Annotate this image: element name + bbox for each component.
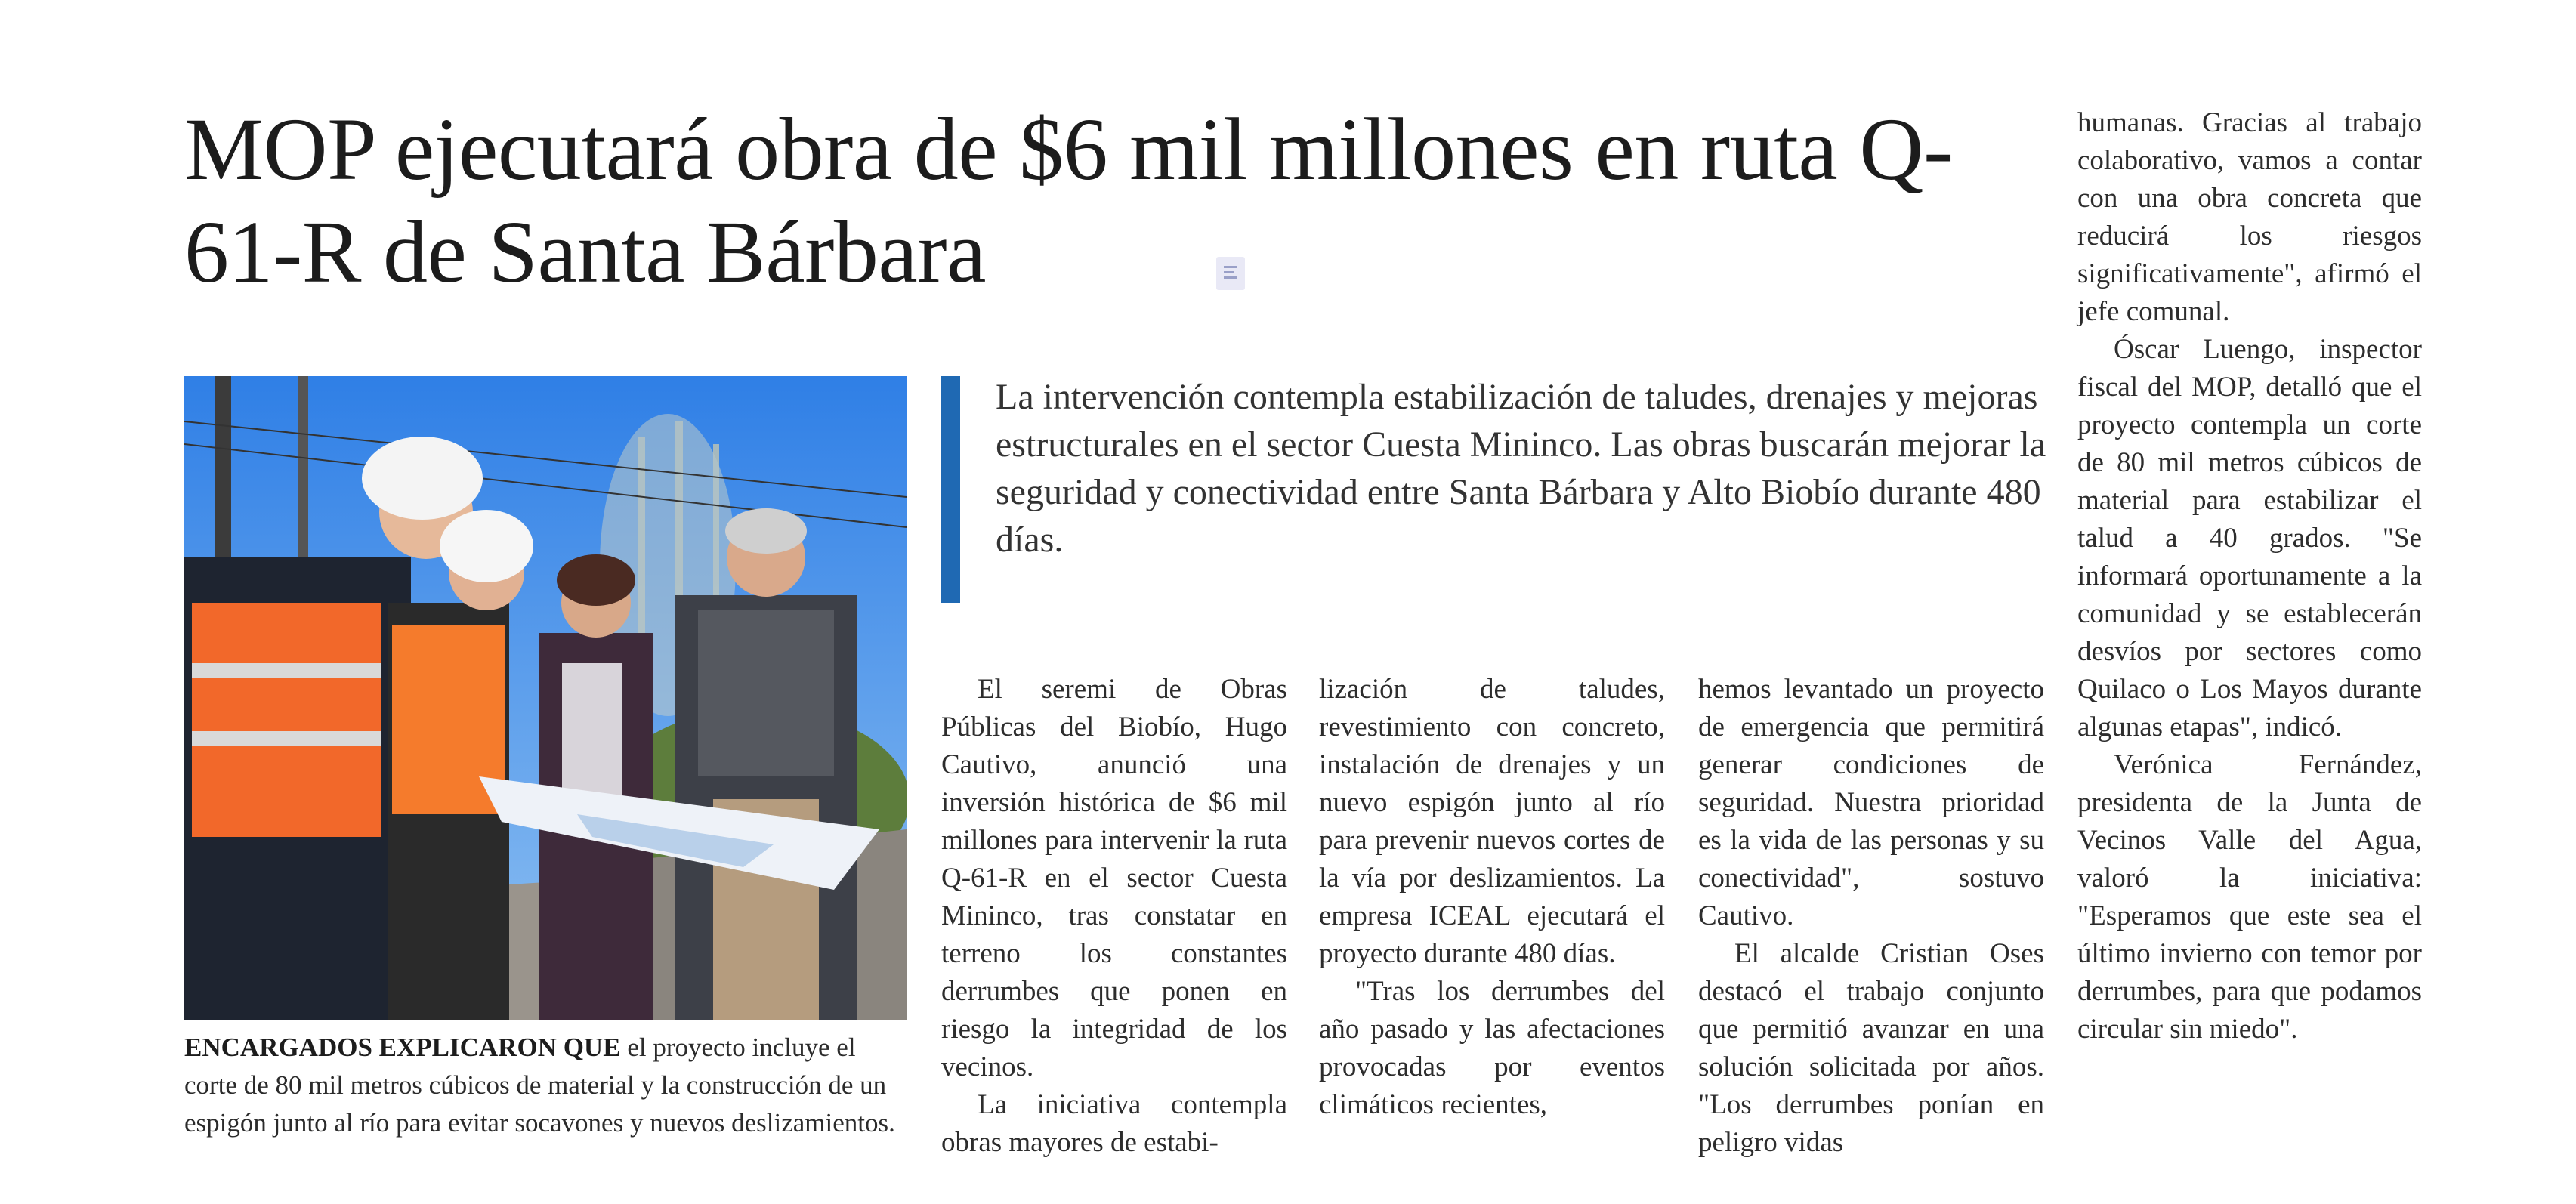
article-photo <box>184 376 907 1020</box>
paragraph: hemos levantado un proyecto de emergencia que permitirá generar condiciones de seguridad. Nuestra prioridad es la vida de las personas y su conectividad", sostuvo Cautivo. <box>1698 674 2044 931</box>
body-column-1 <box>941 671 1287 1162</box>
paragraph: Verónica Fernández, presidenta de la Junta de Vecinos Valle del Agua, valoró la iniciativa: "Esperamos que este sea el último invierno con temor por derrumbes, para que podamos circular sin miedo". <box>2077 749 2422 1045</box>
note-icon[interactable] <box>1216 257 1245 290</box>
body-column-3 <box>1698 671 2044 1162</box>
paragraph: La iniciativa contempla obras mayores de estabi- <box>941 1089 1287 1158</box>
paragraph: El alcalde Cristian Oses destacó el trabajo conjunto que permitió avanzar en una solución solicitada por años. "Los derrumbes ponían en peligro vidas <box>1698 938 2044 1158</box>
caption-text: el proyecto incluye el corte de 80 mil metros cúbicos de material y la construcción de un espigón junto al río para evitar socavones y nuevos deslizamientos. <box>184 1033 895 1138</box>
headline: MOP ejecutará obra de $6 mil millones en ruta Q-61-R de Santa Bárbara <box>184 100 1953 301</box>
photo-caption <box>184 1029 910 1142</box>
paragraph: Óscar Luengo, inspector fiscal del MOP, detalló que el proyecto contempla un corte de 80 mil metros cúbicos de material para estabilizar el talud a 40 grados. "Se informará oportunamente a la comunidad y se establecerán desvíos por sectores como Quilaco o Los Mayos durante algunas etapas", indicó. <box>2077 334 2422 742</box>
body-column-4 <box>2077 104 2422 1048</box>
paragraph: El seremi de Obras Públicas del Biobío, Hugo Cautivo, anunció una inversión histórica de $6 mil millones para intervenir la ruta Q-61-R en el sector Cuesta Mininco, tras constatar en terreno los constantes derrumbes que ponen en riesgo la integridad de los vecinos. <box>941 674 1287 1082</box>
caption-lead: ENCARGADOS EXPLICARON QUE <box>184 1033 621 1062</box>
body-column-2 <box>1319 671 1665 1124</box>
lead-paragraph: La intervención contempla estabilización de taludes, drenajes y mejoras estructurales en el sector Cuesta Mininco. Las obras buscarán mejorar la seguridad y conectividad entre Santa Bárbara y Alto Biobío durante 480 días. <box>996 377 2046 560</box>
workers-reviewing-plans-photo <box>184 376 907 1020</box>
paragraph: lización de taludes, revestimiento con concreto, instalación de drenajes y un nuevo espigón junto al río para prevenir nuevos cortes de la vía por deslizamientos. La empresa ICEAL ejecutará el proyecto durante 480 días. <box>1319 674 1665 969</box>
lead-accent-bar <box>941 376 960 603</box>
paragraph: "Tras los derrumbes del año pasado y las afectaciones provocadas por eventos climáticos recientes, <box>1319 976 1665 1120</box>
paragraph: humanas. Gracias al trabajo colaborativo, vamos a contar con una obra concreta que reducirá los riesgos significativamente", afirmó el jefe comunal. <box>2077 107 2422 327</box>
